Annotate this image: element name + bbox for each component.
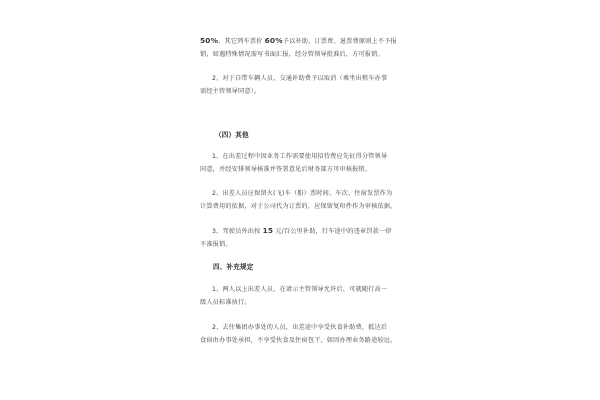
paragraph-hospitality	[200, 150, 410, 176]
paragraph-line: 级人员标准执行。	[200, 299, 251, 306]
paragraph-line: 计算费用的依据，对于公司代为订票的，应保留复印件作为审核依据。	[200, 203, 397, 210]
paragraph-line	[200, 224, 410, 238]
paragraph-line: 2、出差人员应保留火(飞)车（船）票时间、车次、住宿发票作为	[212, 190, 393, 197]
paragraph-line: 1、两人以上出差人员，在请示主管领导允许后，可就随行高一	[212, 286, 388, 293]
paragraph-line: 1、在出差过程中因业务工作需要使用招待费应先征得分管领导	[212, 153, 388, 160]
paragraph-continuation	[200, 34, 410, 61]
paragraph-vehicle-subsidy	[200, 72, 410, 98]
text-run: ，其它列车票价	[218, 38, 265, 45]
text-run: 予以补助，订票费、退票费原则上不予报	[282, 38, 397, 45]
paragraph-tickets	[200, 187, 410, 213]
paragraph-driver	[200, 224, 410, 251]
text-run: 元/百公里补助，行车途中的违章罚款一律	[273, 228, 392, 235]
paragraph-line: 食宿由办事处承担，不享受伙食及住宿包干，如因办理业务路途较远，	[200, 337, 397, 344]
text-run: 3、驾驶员外出按	[212, 228, 263, 235]
paragraph-line: 同意，并经安排领导核准并签署意见后财务部方可审核报销。	[200, 166, 372, 173]
paragraph-line: 2、对于自带车辆人员，交通补助费予以取消（乘坐出租车办事	[212, 75, 388, 82]
bold-number: 15	[262, 226, 274, 235]
section-heading-supplementary: 四、补充规定	[213, 263, 254, 271]
paragraph-line	[200, 34, 410, 48]
paragraph-line: 不准报销。	[200, 241, 232, 248]
paragraph-line: 2、去往集团办事处的人员，出差途中享受伙食补助费，抵达后	[212, 324, 388, 331]
bold-number: 60%	[264, 36, 283, 45]
paragraph-group-travel	[200, 283, 410, 309]
paragraph-office-visit	[200, 321, 410, 347]
bold-number: 50%	[200, 36, 219, 45]
section-heading-other: （四）其他	[215, 131, 249, 139]
paragraph-line: 需经主管领导同意）。	[200, 88, 261, 95]
paragraph-line: 销，如遇特殊情况需写书面汇报，经分管领导批准后，方可报销。	[200, 51, 384, 58]
